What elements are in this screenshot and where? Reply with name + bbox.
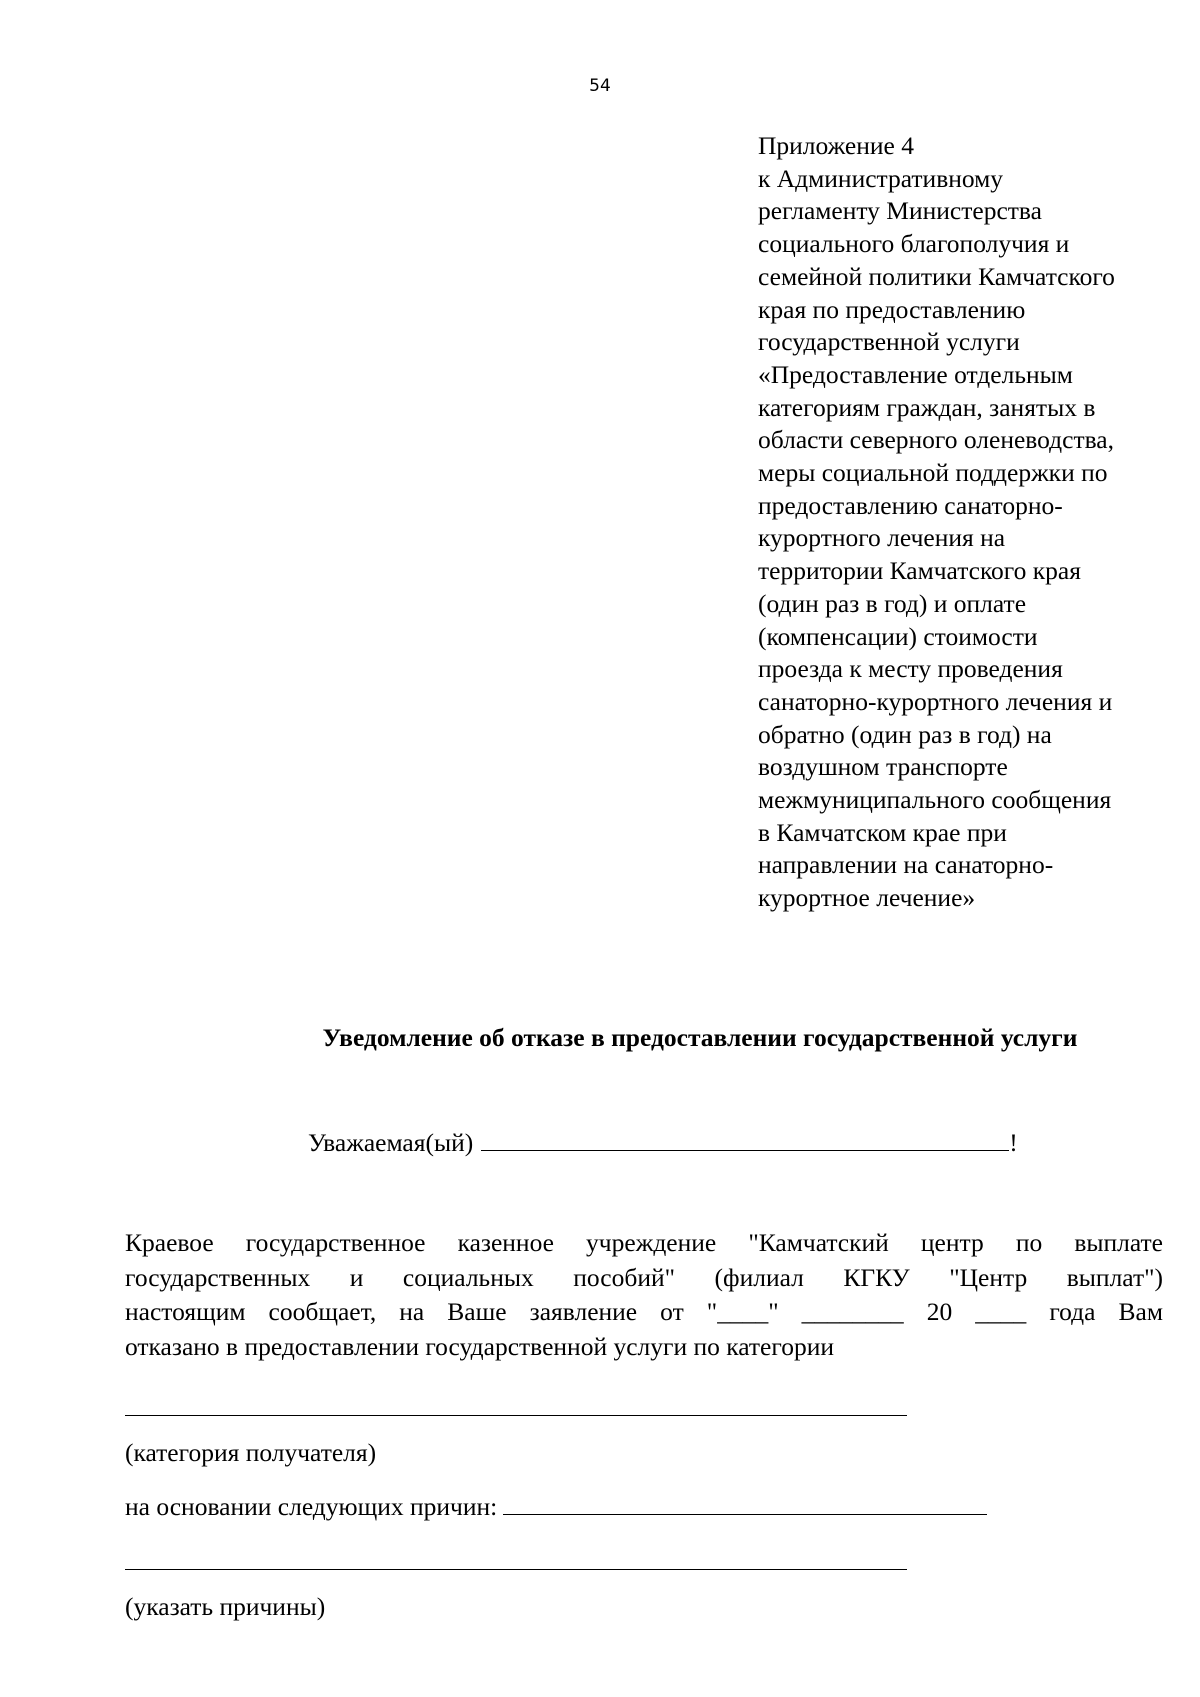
category-blank-line[interactable] (125, 1415, 907, 1416)
appendix-header: Приложение 4 к Административному регламенту Министерства социального благополучия и семейной политики Камчатского края по предоставлению государственной услуги «Предоставление отдельным категориям граждан, занятых в области северного оленеводства, меры социальной поддержки по предоставлению санаторно- курортного лечения на территории Камчатского края (один раз в год) и оплате (компенсации) стоимости проезда к месту проведения санаторно-курортного лечения и обратно (один раз в год) на воздушном транспорте межмуниципального сообщения в Камчатском крае при направлении на санаторно- курортное лечение» (758, 131, 1115, 913)
reasons-blank-line[interactable] (125, 1569, 907, 1570)
reasons-caption: (указать причины) (125, 1592, 326, 1621)
body-line: настоящим сообщает, на Ваше заявление от "____" ________ 20 ____ года Вам (125, 1297, 1163, 1326)
category-caption: (категория получателя) (125, 1438, 377, 1467)
reasons-line (125, 1488, 987, 1522)
body-line: Краевое государственное казенное учреждение "Камчатский центр по выплате (125, 1228, 1163, 1257)
notice-body (125, 1226, 1163, 1364)
body-line: государственных и социальных пособий" (филиал КГКУ "Центр выплат") (125, 1262, 1163, 1292)
document-title: Уведомление об отказе в предоставлении государственной услуги (322, 1023, 1078, 1052)
greeting-suffix: ! (1009, 1128, 1018, 1157)
page-number: 54 (589, 76, 611, 96)
recipient-name-blank[interactable] (481, 1124, 1009, 1151)
reasons-label: на основании следующих причин: (125, 1492, 498, 1521)
greeting-prefix: Уважаемая(ый) (308, 1128, 474, 1157)
reasons-blank[interactable] (503, 1488, 987, 1515)
body-line: отказано в предоставлении государственной услуги по категории (125, 1331, 834, 1361)
greeting-line (308, 1124, 1018, 1158)
